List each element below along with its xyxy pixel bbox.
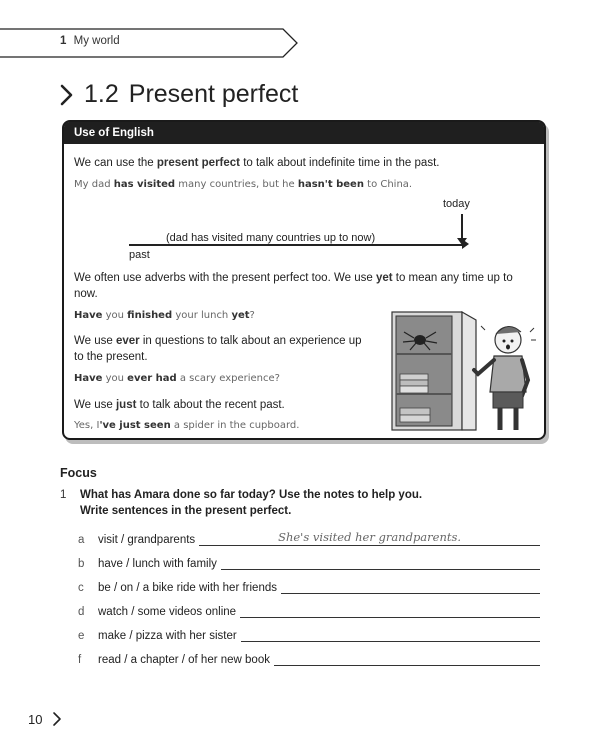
section-title bbox=[58, 80, 298, 109]
exercise-item-a bbox=[78, 530, 540, 546]
rule-yet: We often use adverbs with the present perfect too. We use yet to mean any time up to now. bbox=[74, 272, 513, 300]
boy-cupboard-spider-illustration bbox=[390, 310, 538, 434]
exercise-item-f bbox=[78, 650, 540, 666]
unit-number: 1 bbox=[60, 35, 67, 47]
example-just: Yes, I've just seen a spider in the cupboard. bbox=[74, 420, 300, 431]
exercise-item-c bbox=[78, 578, 540, 594]
rule-ever: We use ever in questions to talk about an experience up to the present. bbox=[74, 335, 362, 363]
unit-header-tab bbox=[0, 28, 300, 58]
timeline-description: (dad has visited many countries up to now) bbox=[166, 232, 376, 244]
timeline-past-label: past bbox=[129, 249, 150, 261]
chevron-right-icon bbox=[52, 711, 62, 727]
section-number: 1.2 bbox=[84, 80, 119, 108]
item-letter: f bbox=[78, 654, 82, 666]
answer-text: She's visited her grandparents. bbox=[278, 530, 462, 544]
question-number: 1 bbox=[60, 489, 67, 501]
timeline-arrow-head bbox=[462, 239, 469, 249]
exercise-item-e bbox=[78, 626, 540, 642]
item-prompt: read / a chapter / of her new book bbox=[98, 654, 270, 666]
item-letter: a bbox=[78, 534, 85, 546]
item-letter: c bbox=[78, 582, 84, 594]
item-prompt: visit / grandparents bbox=[98, 534, 196, 546]
header-tab-shape bbox=[0, 28, 300, 58]
box-title: Use of English bbox=[64, 122, 544, 144]
timeline-line bbox=[129, 244, 465, 246]
item-letter: d bbox=[78, 606, 85, 618]
item-letter: b bbox=[78, 558, 85, 570]
page-footer bbox=[28, 711, 62, 727]
use-of-english-box bbox=[62, 120, 546, 440]
chevron-right-icon bbox=[58, 82, 76, 108]
answer-line[interactable] bbox=[221, 557, 540, 570]
unit-label bbox=[60, 35, 120, 47]
unit-title: My world bbox=[73, 35, 120, 47]
exercise-item-d bbox=[78, 602, 540, 618]
answer-line[interactable] bbox=[274, 653, 540, 666]
exercise-item-b bbox=[78, 554, 540, 570]
rule-just: We use just to talk about the recent past. bbox=[74, 399, 285, 411]
item-prompt: be / on / a bike ride with her friends bbox=[98, 582, 277, 594]
item-prompt: watch / some videos online bbox=[98, 606, 237, 618]
answer-line[interactable] bbox=[281, 581, 540, 594]
item-prompt: make / pizza with her sister bbox=[98, 630, 237, 642]
timeline-today-label: today bbox=[443, 198, 470, 210]
answer-line[interactable] bbox=[240, 605, 540, 618]
page-number: 10 bbox=[28, 711, 43, 727]
rule-present-perfect: We can use the present perfect to talk about indefinite time in the past. bbox=[74, 157, 440, 169]
question-line-1: What has Amara done so far today? Use the notes to help you. bbox=[80, 489, 423, 501]
example-ever: Have you ever had a scary experience? bbox=[74, 373, 280, 384]
timeline-today-marker bbox=[461, 214, 463, 240]
answer-line[interactable] bbox=[199, 530, 540, 546]
example-has-visited: My dad has visited many countries, but he hasn't been to China. bbox=[74, 179, 413, 190]
item-prompt: have / lunch with family bbox=[98, 558, 217, 570]
answer-line[interactable] bbox=[241, 629, 540, 642]
question-instructions bbox=[80, 487, 520, 519]
example-yet: Have you finished your lunch yet? bbox=[74, 310, 255, 321]
focus-heading: Focus bbox=[60, 466, 97, 480]
section-heading: Present perfect bbox=[128, 80, 299, 108]
item-letter: e bbox=[78, 630, 85, 642]
question-line-2: Write sentences in the present perfect. bbox=[80, 505, 292, 517]
